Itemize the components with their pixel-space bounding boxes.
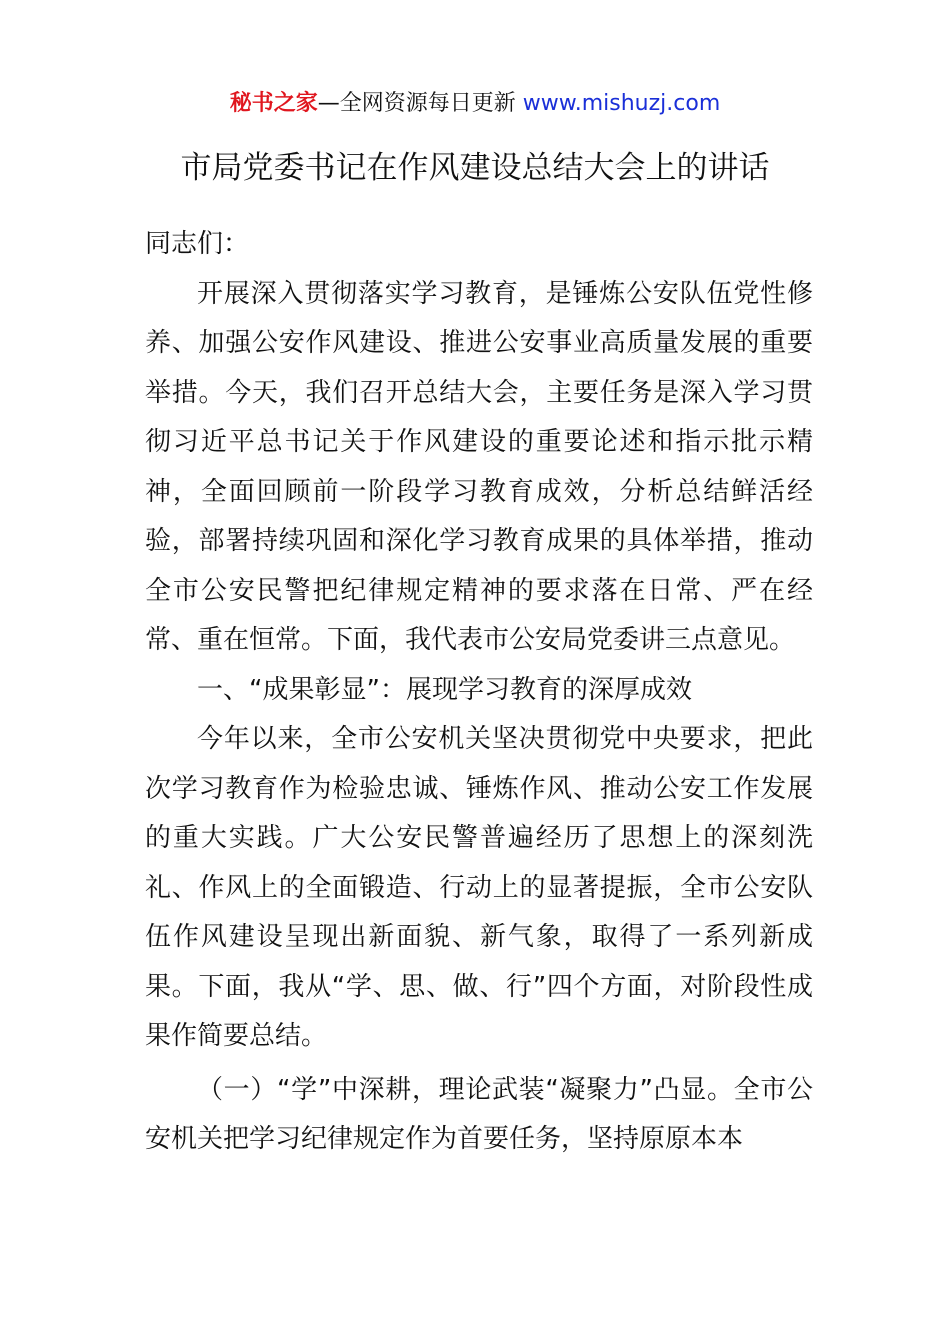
site-url-link[interactable]: www.mishuzj.com [522, 91, 721, 116]
paragraph-intro: 开展深入贯彻落实学习教育，是锤炼公安队伍党性修养、加强公安作风建设、推进公安事业高质量发展的重要举措。今天，我们召开总结大会，主要任务是深入学习贯彻习近平总书记关于作风建设的重要论述和指示批示精神，全面回顾前一阶段学习教育成效，分析总结鲜活经验，部署持续巩固和深化学习教育成果的具体举措，推动全市公安民警把纪律规定精神的要求落在日常、严在经常、重在恒常。下面，我代表市公安局党委讲三点意见。 [145, 278, 813, 655]
paragraph-achievements: 今年以来，全市公安机关坚决贯彻党中央要求，把此次学习教育作为检验忠诚、锤炼作风、推动公安工作发展的重大实践。广大公安民警普遍经历了思想上的深刻洗礼、作风上的全面锻造、行动上的显著提振，全市公安队伍作风建设呈现出新面貌、新气象，取得了一系列新成果。下面，我从“学、思、做、行”四个方面，对阶段性成果作简要总结。 [145, 724, 813, 1051]
salutation: 同志们： [145, 229, 250, 259]
section-heading-1: 一、“成果彰显”：展现学习教育的深厚成效 [197, 674, 692, 705]
site-header [0, 88, 950, 120]
document-title: 市局党委书记在作风建设总结大会上的讲话 [180, 150, 770, 186]
header-tagline: —全网资源每日更新 [317, 91, 516, 116]
document-body [145, 220, 813, 1165]
brand-name: 秘书之家 [229, 91, 318, 116]
subsection-heading-1: （一）“学”中深耕，理论武装“凝聚力”凸显。全市公安机关把学习纪律规定作为首要任务，坚持原原本本 [145, 1074, 813, 1154]
